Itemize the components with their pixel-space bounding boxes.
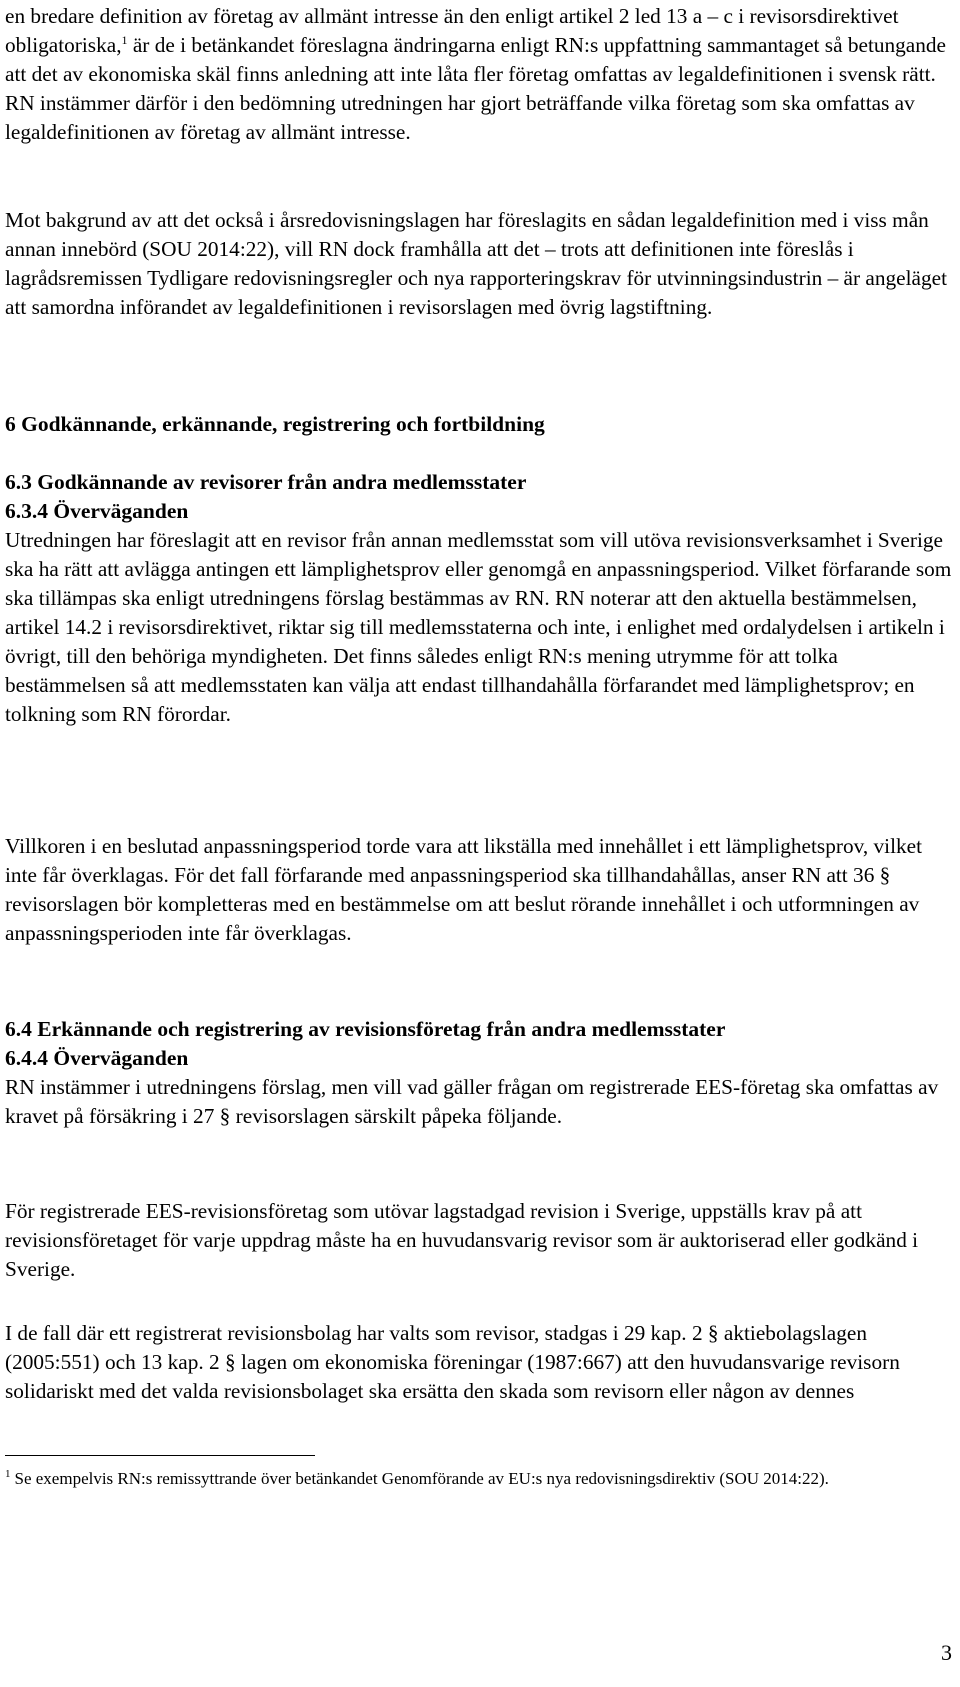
paragraph-lamplighetsprov: Utredningen har föreslagit att en revisor från annan medlemsstat som vill utöva revisionsverksamhet i Sverige ska ha rätt att avlägga antingen ett lämplighetsprov eller genomgå en anpassningsperiod. Vilket förfarande som ska tillämpas ska enligt utredningens förslag bestämmas av RN. RN noterar att den aktuella bestämmelsen, artikel 14.2 i revisorsdirektivet, riktar sig till medlemsstaterna och inte, i enlighet med ordalydelsen i artikeln i övrigt, till den behöriga myndigheten. Det finns således enligt RN:s mening utrymme för att tolka bestämmelsen så att medlemsstaten kan välja att endast tillhandahålla förfarandet med lämplighetsprov; en tolkning som RN förordar.	[5, 528, 952, 726]
heading-section-6: 6 Godkännande, erkännande, registrering och fortbildning	[5, 412, 545, 436]
heading-section-6-4-4: 6.4.4 Överväganden	[5, 1046, 189, 1070]
footnote-text: Se exempelvis RN:s remissyttrande över betänkandet Genomförande av EU:s nya redovisningsdirektiv (SOU 2014:22).	[14, 1469, 829, 1488]
page-number: 3	[941, 1640, 952, 1665]
heading-section-6-4: 6.4 Erkännande och registrering av revisionsföretag från andra medlemsstater	[5, 1017, 726, 1041]
heading-section-6-3: 6.3 Godkännande av revisorer från andra medlemsstater	[5, 470, 527, 494]
paragraph-revisionsbolag: I de fall där ett registrerat revisionsbolag har valts som revisor, stadgas i 29 kap. 2 § aktiebolagslagen (2005:551) och 13 kap. 2 § lagen om ekonomiska föreningar (1987:667) att den huvudansvarige revisorn solidariskt med det valda revisionsbolaget ska ersätta den skada som revisorn eller någon av dennes	[5, 1321, 900, 1403]
paragraph-ees-revisionsforetag: För registrerade EES-revisionsföretag som utövar lagstadgad revision i Sverige, uppställs krav på att revisionsföretaget för varje uppdrag måste ha en huvudansvarig revisor som är auktoriserad eller godkänd i Sverige.	[5, 1199, 919, 1281]
heading-section-6-3-4: 6.3.4 Överväganden	[5, 499, 189, 523]
paragraph-anpassningsperiod: Villkoren i en beslutad anpassningsperiod torde vara att likställa med innehållet i ett lämplighetsprov, vilket inte får överklagas. För det fall förfarande med anpassningsperiod ska tillhandahållas, anser RN att 36 § revisorslagen bör kompletteras med en bestämmelse om att beslut rörande innehållet i och utformningen av anpassningsperioden inte får överklagas.	[5, 834, 923, 945]
paragraph-public-interest-definition	[5, 2, 955, 147]
footnote-number: 1	[5, 1468, 11, 1481]
footnote-divider	[5, 1455, 315, 1456]
footnote	[5, 1466, 945, 1492]
paragraph-ees-forsakring: RN instämmer i utredningens förslag, men vill vad gäller frågan om registrerade EES-företag ska omfattas av kravet på försäkring i 27 § revisorslagen särskilt påpeka följande.	[5, 1075, 939, 1128]
paragraph-text: är de i betänkandet föreslagna ändringarna enligt RN:s uppfattning sammantaget så betungande att det av ekonomiska skäl finns anledning att inte låta fler företag omfattas av legaldefinitionen i svensk rätt. RN instämmer därför i den bedömning utredningen har gjort beträffande vilka företag som ska omfattas av legaldefinitionen av företag av allmänt intresse.	[5, 33, 947, 144]
paragraph-text: en bredare definition av företag av allmänt intresse än den enligt artikel 2 led 13 a – c i revisorsdirektivet obligatoriska,	[5, 4, 899, 57]
paragraph-arsredovisningslagen: Mot bakgrund av att det också i årsredovisningslagen har föreslagits en sådan legaldefinition med i viss mån annan innebörd (SOU 2014:22), vill RN dock framhålla att det – trots att definitionen inte föreslås i lagrådsremissen Tydligare redovisningsregler och nya rapporteringskrav för utvinningsindustrin – är angeläget att samordna införandet av legaldefinitionen i revisorslagen med övrig lagstiftning.	[5, 208, 948, 319]
footnote-reference[interactable]: 1	[121, 32, 128, 47]
